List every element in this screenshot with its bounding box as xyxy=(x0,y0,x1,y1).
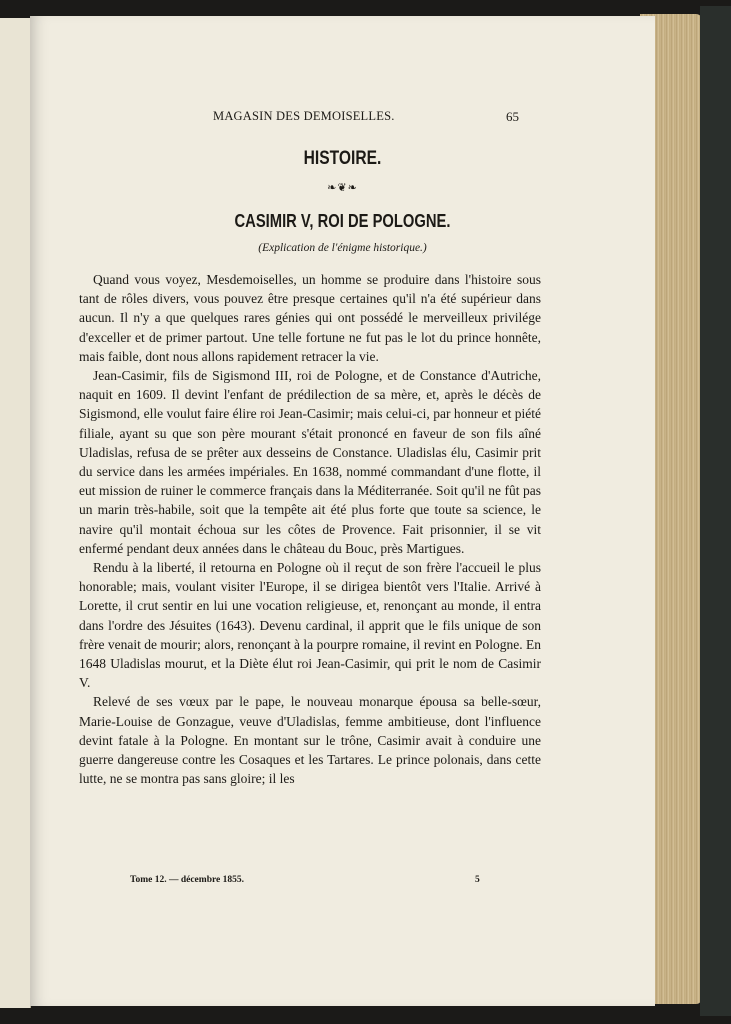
signature-mark: 5 xyxy=(475,875,480,885)
article-subtitle: (Explication de l'énigme historique.) xyxy=(258,242,427,254)
paragraph: Quand vous voyez, Mesdemoiselles, un homme se produire dans l'histoire sous tant de rôles divers, vous pouvez être presque certaines qu'il n'a été supérieur dans aucun. Il n'y a que quelques rares génies qui ont possédé le merveilleux privilége d'exceller et de primer partout. Une telle fortune ne fut pas le lot du prince honnête, mais faible, dont nous allons rapidement retracer la vie. xyxy=(79,272,541,364)
paragraph: Jean-Casimir, fils de Sigismond III, roi de Pologne, et de Constance d'Autriche, naquit en 1609. Il devint l'enfant de prédilection de sa mère, et, après le décès de Sigismond, elle voulut faire élire roi Jean-Casimir; mais celui-ci, par honneur et piété filiale, ayant su que son père mourant s'était prononcé en faveur de son fils aîné Uladislas, refusa de se prêter aux desseins de Constance. Uladislas élu, Casimir prit du service dans les armées impériales. En 1638, nommé commandant d'une flotte, il eut mission de ruiner le commerce français dans la Méditerranée. Soit qu'il ne fût pas un marin très-habile, soit que la tempête ait été plus forte que toute sa science, le navire qu'il montait échoua sur les côtes de Provence. Fait prisonnier, il se vit enfermé pendant deux années dans le château du Bouc, près Martigues. xyxy=(79,368,541,556)
book-page xyxy=(30,16,655,1006)
article-body xyxy=(79,270,541,788)
ornament-icon: ❧❦❧ xyxy=(327,182,358,194)
running-head xyxy=(30,109,655,127)
section-title: HISTOIRE. xyxy=(303,148,382,169)
article-title: CASIMIR V, ROI DE POLOGNE. xyxy=(234,211,451,231)
facing-page-edge xyxy=(0,18,31,1008)
paragraph: Rendu à la liberté, il retourna en Pologne où il reçut de son frère l'accueil le plus honorable; mais, voulant visiter l'Europe, il se dirigea bientôt vers l'Italie. Arrivé à Lorette, il crut sentir en lui une vocation religieuse, et, renonçant au monde, il entra dans l'ordre des Jésuites (1643). Devenu cardinal, il apprit que le fils unique de son frère venait de mourir; alors, renonçant à la pourpre romaine, il revint en Pologne. En 1648 Uladislas mourut, et la Diète élut roi Jean-Casimir, qui prit le nom de Casimir V. xyxy=(79,560,541,691)
running-title: MAGASIN DES DEMOISELLES. xyxy=(213,109,395,123)
page-footer xyxy=(130,875,530,885)
paragraph: Relevé de ses vœux par le pape, le nouveau monarque épousa sa belle-sœur, Marie-Louise de Gonzague, veuve d'Uladislas, femme ambitieuse, dont l'influence devint fatale à la Pologne. En montant sur le trône, Casimir avait à conduire une guerre dangereuse contre les Cosaques et les Tartares. Le prince polonais, dans cette lutte, ne se montra pas sans gloire; il les xyxy=(79,694,541,787)
book-cover xyxy=(700,6,731,1016)
volume-date: Tome 12. — décembre 1855. xyxy=(130,875,244,885)
page-number: 65 xyxy=(506,109,519,124)
